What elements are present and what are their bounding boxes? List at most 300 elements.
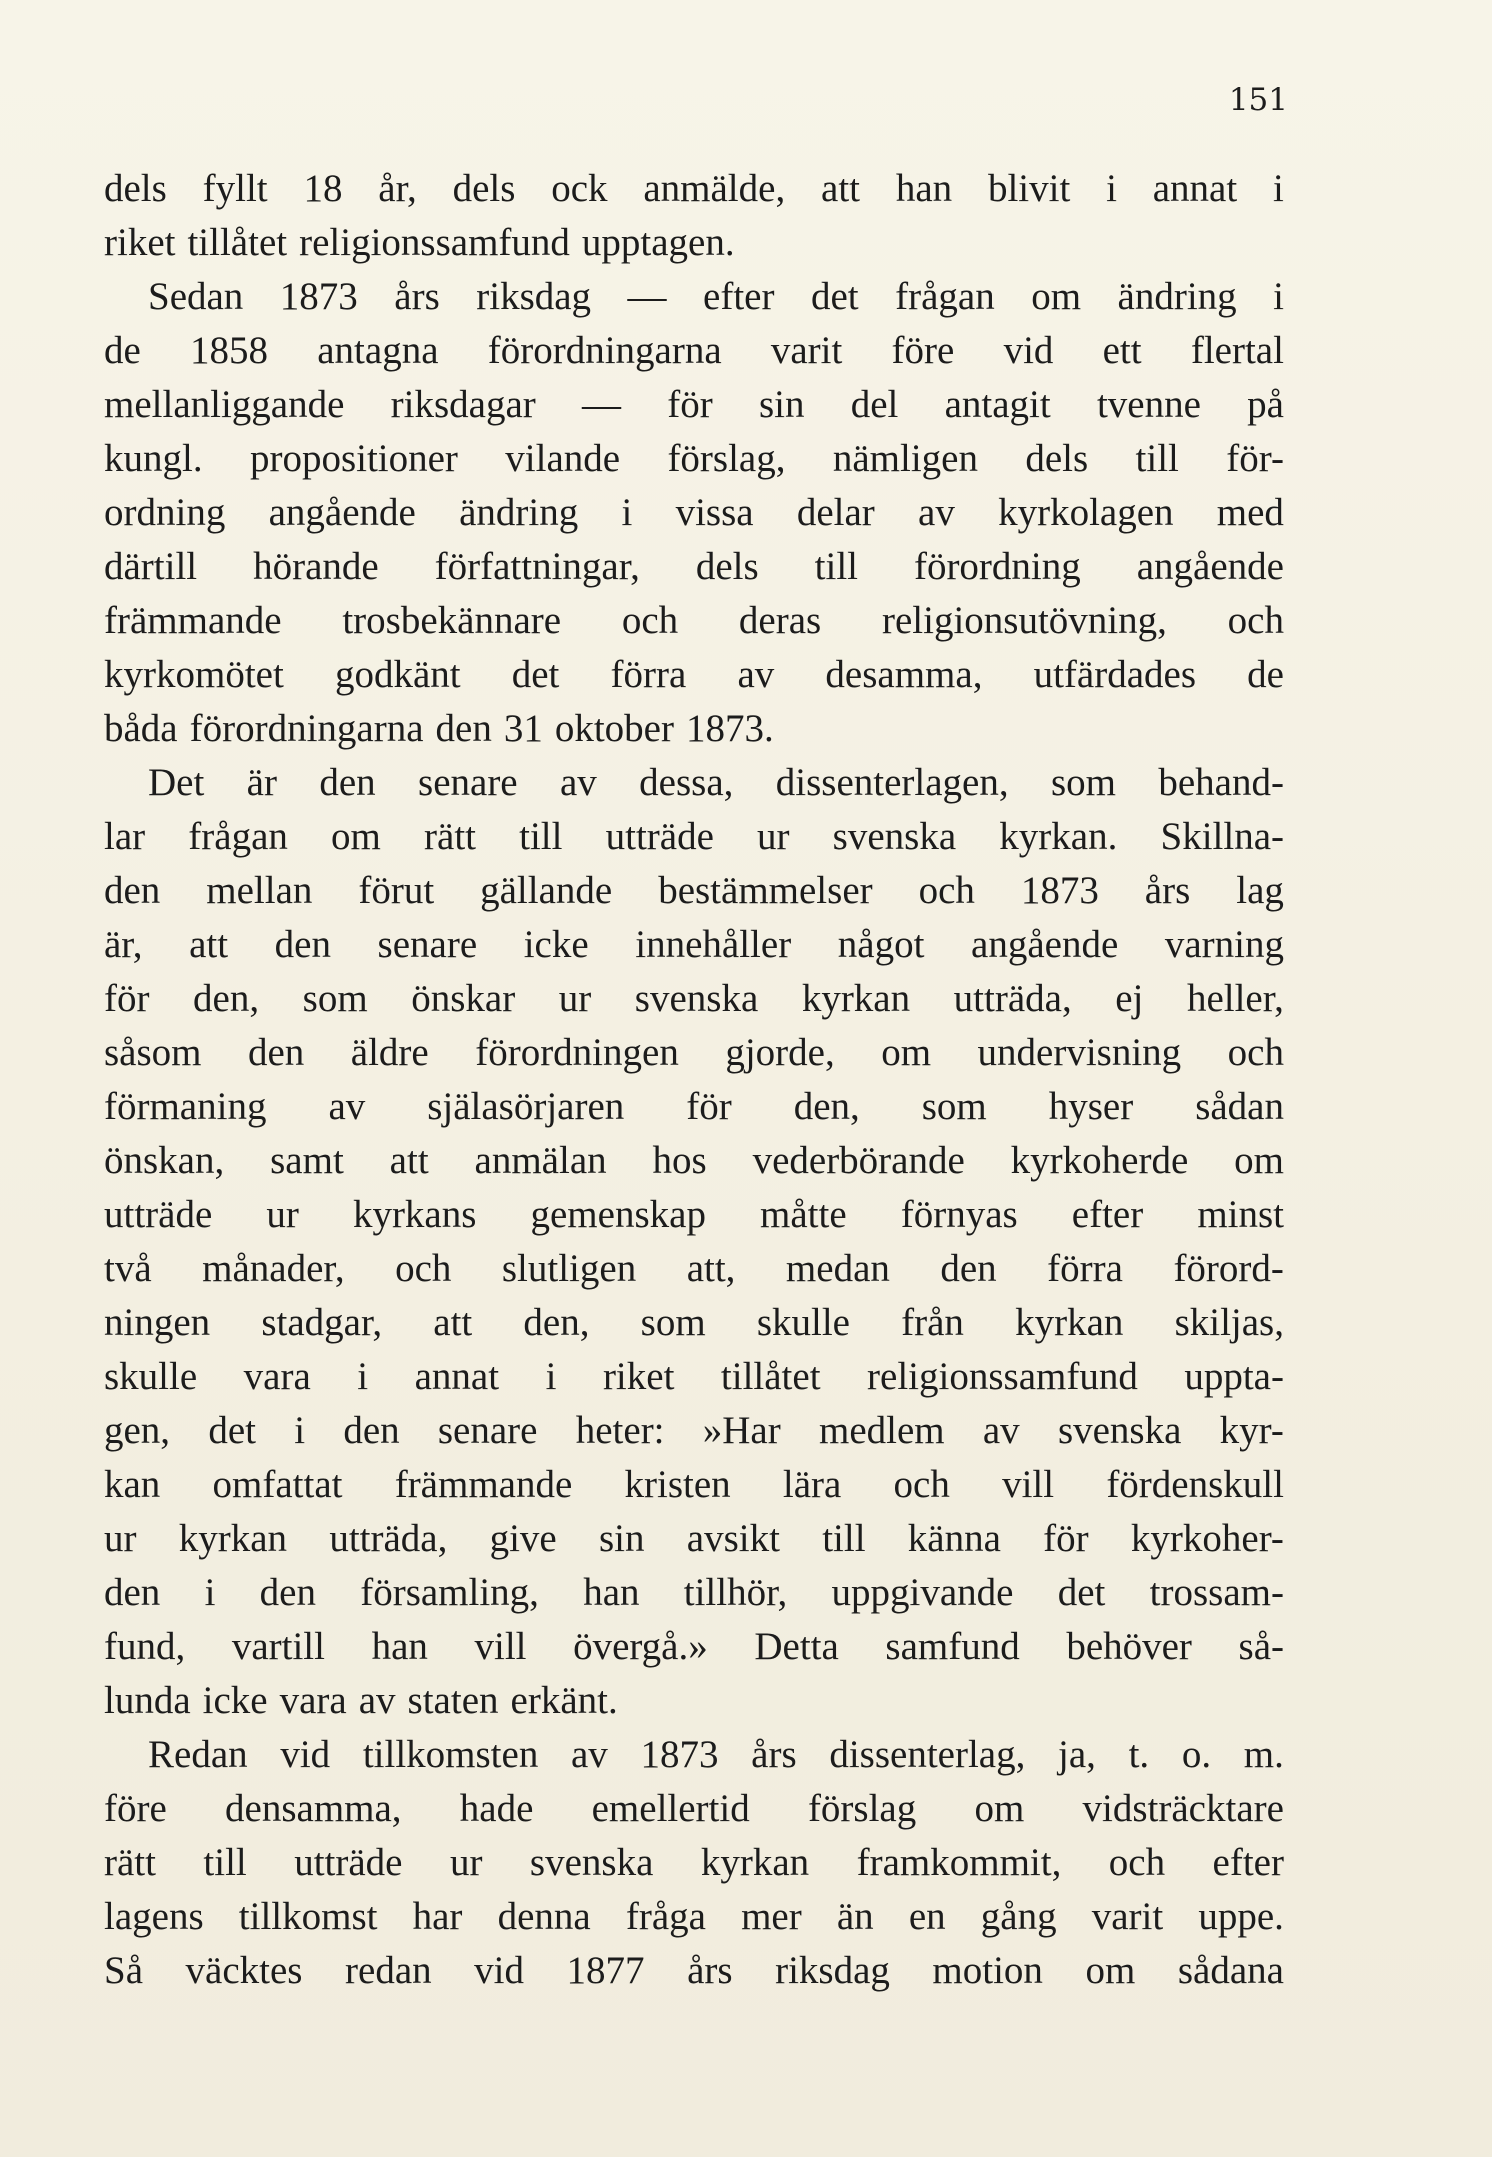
word: av bbox=[918, 491, 955, 534]
word: undervisning bbox=[977, 1031, 1182, 1074]
word: utträde bbox=[104, 1193, 213, 1236]
word: kyrkolagen bbox=[998, 491, 1174, 534]
word: om bbox=[1234, 1139, 1284, 1182]
word: och bbox=[1227, 599, 1284, 642]
word: vara bbox=[243, 1355, 311, 1398]
word: — bbox=[582, 383, 621, 426]
word: ningen bbox=[104, 1301, 211, 1344]
word: antagit bbox=[944, 383, 1051, 426]
word: desamma, bbox=[825, 653, 983, 696]
word: »Har bbox=[702, 1409, 781, 1452]
word: 18 bbox=[303, 167, 343, 210]
word: sin bbox=[758, 383, 805, 426]
word: ej bbox=[1115, 977, 1144, 1020]
word: Det bbox=[148, 761, 205, 804]
word: staten bbox=[407, 1679, 499, 1722]
word: senare bbox=[437, 1409, 538, 1452]
page-number: 151 bbox=[1228, 82, 1288, 118]
word: dissenterlagen, bbox=[775, 761, 1009, 804]
word: lunda bbox=[104, 1679, 191, 1722]
word: den bbox=[343, 1409, 400, 1452]
text-line bbox=[104, 1242, 1284, 1296]
word: att, bbox=[686, 1247, 736, 1290]
word: författningar, bbox=[434, 545, 640, 588]
word: tillåtet bbox=[720, 1355, 821, 1398]
word: slutligen bbox=[501, 1247, 637, 1290]
word: m. bbox=[1243, 1733, 1284, 1776]
word: att bbox=[189, 923, 229, 966]
word: som bbox=[302, 977, 368, 1020]
word: sin bbox=[599, 1517, 645, 1560]
word: riksdag bbox=[775, 1949, 890, 1992]
word: förra bbox=[610, 653, 687, 696]
word: hyser bbox=[1048, 1085, 1134, 1128]
word: anmälan bbox=[474, 1139, 607, 1182]
word: o. bbox=[1181, 1733, 1212, 1776]
word: därtill bbox=[104, 545, 198, 588]
text-line bbox=[104, 918, 1284, 972]
text-line bbox=[104, 1620, 1284, 1674]
word: frågan bbox=[188, 815, 288, 858]
word: tvenne bbox=[1096, 383, 1201, 426]
word: så- bbox=[1238, 1625, 1284, 1668]
word: uppta- bbox=[1184, 1355, 1284, 1398]
word: kyrkoherde bbox=[1010, 1139, 1189, 1182]
word: ändring bbox=[459, 491, 579, 534]
word: bestämmelser bbox=[658, 869, 873, 912]
word: dels bbox=[452, 167, 516, 210]
word: vill bbox=[1002, 1463, 1055, 1506]
word: heter: bbox=[575, 1409, 665, 1452]
text-line bbox=[104, 270, 1284, 324]
word: främmande bbox=[394, 1463, 573, 1506]
word: samt bbox=[270, 1139, 344, 1182]
word: den bbox=[319, 761, 376, 804]
word: gen, bbox=[104, 1409, 171, 1452]
word: av bbox=[737, 653, 775, 696]
word: ock bbox=[551, 167, 608, 210]
word: ja, bbox=[1058, 1733, 1096, 1776]
text-line bbox=[104, 1296, 1284, 1350]
word: hörande bbox=[253, 545, 379, 588]
word: för bbox=[1043, 1517, 1089, 1560]
word: ur bbox=[757, 815, 790, 858]
word: av bbox=[358, 1679, 396, 1722]
word: ur bbox=[558, 977, 592, 1020]
word: skulle bbox=[104, 1355, 198, 1398]
word: 1873 bbox=[1020, 869, 1099, 912]
word: med bbox=[1216, 491, 1284, 534]
word: som bbox=[921, 1085, 987, 1128]
word: måtte bbox=[760, 1193, 847, 1236]
text-line bbox=[104, 1944, 1284, 1998]
word: senare bbox=[418, 761, 518, 804]
word: mer bbox=[741, 1895, 802, 1938]
word: väcktes bbox=[185, 1949, 303, 1992]
word: som bbox=[1050, 761, 1116, 804]
word: de bbox=[1247, 653, 1284, 696]
text-line bbox=[104, 1188, 1284, 1242]
text-line bbox=[104, 1512, 1284, 1566]
word: i bbox=[294, 1409, 306, 1452]
word: det bbox=[208, 1409, 256, 1452]
word: ur bbox=[266, 1193, 299, 1236]
word: i bbox=[357, 1355, 369, 1398]
word: till bbox=[519, 815, 563, 858]
word: dessa, bbox=[639, 761, 734, 804]
word: års bbox=[1144, 869, 1191, 912]
word: medan bbox=[785, 1247, 890, 1290]
word: att bbox=[821, 167, 860, 210]
word: har bbox=[412, 1895, 463, 1938]
word: Sedan bbox=[148, 275, 244, 318]
text-line bbox=[104, 324, 1284, 378]
word: år, bbox=[378, 167, 417, 210]
word: sådana bbox=[1177, 1949, 1284, 1992]
word: 31 bbox=[503, 707, 543, 750]
word: förut bbox=[358, 869, 435, 912]
word: övergå.» bbox=[573, 1625, 708, 1668]
word: han bbox=[895, 167, 953, 210]
text-line bbox=[104, 216, 1284, 270]
word: det bbox=[1057, 1571, 1106, 1614]
word: dissenterlag, bbox=[829, 1733, 1026, 1776]
word: i bbox=[545, 1355, 557, 1398]
word: — bbox=[627, 275, 667, 318]
word: Redan bbox=[148, 1733, 248, 1776]
word: annat bbox=[1152, 167, 1238, 210]
word: upptagen. bbox=[581, 221, 735, 264]
word: 1873 bbox=[640, 1733, 719, 1776]
word: erkänt. bbox=[510, 1679, 618, 1722]
word: än bbox=[836, 1895, 874, 1938]
word: på bbox=[1247, 383, 1284, 426]
word: angående bbox=[971, 923, 1119, 966]
word: heller, bbox=[1186, 977, 1284, 1020]
word: icke bbox=[202, 1679, 268, 1722]
word: och bbox=[621, 599, 679, 642]
word: äldre bbox=[350, 1031, 429, 1074]
word: av bbox=[328, 1085, 366, 1128]
word: vara bbox=[279, 1679, 347, 1722]
word: något bbox=[837, 923, 925, 966]
word: t. bbox=[1128, 1733, 1150, 1776]
word: svenska bbox=[832, 815, 957, 858]
word: icke bbox=[523, 923, 589, 966]
word: och bbox=[918, 869, 975, 912]
word: gång bbox=[980, 1895, 1057, 1938]
word: främmande bbox=[104, 599, 282, 642]
word: önskan, bbox=[104, 1139, 225, 1182]
word: omfattat bbox=[212, 1463, 343, 1506]
word: församling, bbox=[360, 1571, 539, 1614]
word: riksdag bbox=[476, 275, 592, 318]
word: Skillna- bbox=[1160, 815, 1284, 858]
word: motion bbox=[932, 1949, 1043, 1992]
word: vissa bbox=[675, 491, 754, 534]
word: varit bbox=[770, 329, 843, 372]
text-line bbox=[104, 864, 1284, 918]
word: utfärdades bbox=[1033, 653, 1197, 696]
word: båda bbox=[104, 707, 178, 750]
word: förmaning bbox=[104, 1085, 267, 1128]
word: utträda, bbox=[953, 977, 1072, 1020]
word: förordningen bbox=[475, 1031, 679, 1074]
word: utträde bbox=[294, 1841, 403, 1884]
word: kyrkan. bbox=[999, 815, 1118, 858]
word: om bbox=[1031, 275, 1082, 318]
word: varit bbox=[1091, 1895, 1164, 1938]
word: flertal bbox=[1190, 329, 1284, 372]
word: det bbox=[511, 653, 560, 696]
word: sådan bbox=[1195, 1085, 1284, 1128]
word: såsom bbox=[104, 1031, 202, 1074]
word: medlem bbox=[818, 1409, 945, 1452]
text-line bbox=[104, 1836, 1284, 1890]
word: månader, bbox=[202, 1247, 345, 1290]
word: han bbox=[583, 1571, 640, 1614]
word: dels bbox=[104, 167, 167, 210]
word: lagens bbox=[104, 1895, 204, 1938]
word: 1873. bbox=[685, 707, 774, 750]
word: lag bbox=[1236, 869, 1284, 912]
word: nämligen bbox=[832, 437, 978, 480]
word: varning bbox=[1164, 923, 1284, 966]
word: trossam- bbox=[1149, 1571, 1284, 1614]
word: i bbox=[1273, 275, 1284, 318]
word: som bbox=[640, 1301, 706, 1344]
word: propositioner bbox=[249, 437, 458, 480]
word: från bbox=[901, 1301, 964, 1344]
text-line bbox=[104, 972, 1284, 1026]
word: ur bbox=[449, 1841, 483, 1884]
word: framkommit, bbox=[856, 1841, 1062, 1884]
word: förslag, bbox=[667, 437, 786, 480]
word: riket bbox=[602, 1355, 675, 1398]
word: före bbox=[104, 1787, 167, 1830]
word: förordningarna bbox=[189, 707, 424, 750]
word: uppe. bbox=[1198, 1895, 1284, 1938]
word: han bbox=[371, 1625, 428, 1668]
word: kyr- bbox=[1219, 1409, 1284, 1452]
word: för bbox=[667, 383, 713, 426]
word: den bbox=[104, 1571, 161, 1614]
word: kyrkomötet bbox=[104, 653, 284, 696]
word: vilande bbox=[505, 437, 621, 480]
word: vid bbox=[1003, 329, 1054, 372]
word: fråga bbox=[625, 1895, 706, 1938]
word: blivit bbox=[987, 167, 1071, 210]
word: den bbox=[104, 869, 161, 912]
word: behöver bbox=[1066, 1625, 1192, 1668]
text-line bbox=[104, 162, 1284, 216]
word: av bbox=[982, 1409, 1020, 1452]
text-line bbox=[104, 594, 1284, 648]
word: att bbox=[433, 1301, 473, 1344]
text-line bbox=[104, 432, 1284, 486]
word: deras bbox=[738, 599, 822, 642]
word: frågan bbox=[895, 275, 995, 318]
word: till bbox=[822, 1517, 866, 1560]
word: vid bbox=[280, 1733, 331, 1776]
text-line bbox=[104, 702, 1284, 756]
text-line bbox=[104, 540, 1284, 594]
word: förra bbox=[1047, 1247, 1123, 1290]
word: själasörjaren bbox=[427, 1085, 625, 1128]
word: innehåller bbox=[635, 923, 792, 966]
word: förslag bbox=[807, 1787, 917, 1830]
word: kan bbox=[104, 1463, 161, 1506]
word: i bbox=[621, 491, 633, 534]
text-line bbox=[104, 1350, 1284, 1404]
word: till bbox=[1135, 437, 1179, 480]
word: ändring bbox=[1117, 275, 1237, 318]
word: svenska bbox=[529, 1841, 654, 1884]
word: religionssamfund bbox=[299, 221, 570, 264]
text-line bbox=[104, 1026, 1284, 1080]
text-line bbox=[104, 1566, 1284, 1620]
word: religionsutövning, bbox=[881, 599, 1167, 642]
word: antagna bbox=[317, 329, 439, 372]
body-text bbox=[104, 162, 1284, 1998]
word: den bbox=[940, 1247, 997, 1290]
word: förordning bbox=[913, 545, 1081, 588]
word: i bbox=[1273, 167, 1284, 210]
word: fyllt bbox=[202, 167, 268, 210]
word: för- bbox=[1226, 437, 1284, 480]
word: anmälde, bbox=[643, 167, 786, 210]
word: religionssamfund bbox=[867, 1355, 1138, 1398]
word: 1873 bbox=[279, 275, 358, 318]
word: mellanliggande bbox=[104, 383, 345, 426]
word: 1877 bbox=[566, 1949, 645, 1992]
word: efter bbox=[1071, 1193, 1144, 1236]
word: utträde bbox=[605, 815, 714, 858]
word: kungl. bbox=[104, 437, 203, 480]
word: vill bbox=[474, 1625, 527, 1668]
word: och bbox=[1227, 1031, 1284, 1074]
word: kyrkan bbox=[1015, 1301, 1124, 1344]
word: behand- bbox=[1158, 761, 1284, 804]
word: kyrkans bbox=[352, 1193, 477, 1236]
word: efter bbox=[1212, 1841, 1284, 1884]
word: Detta bbox=[754, 1625, 839, 1668]
text-line bbox=[104, 1134, 1284, 1188]
word: godkänt bbox=[334, 653, 461, 696]
word: densamma, bbox=[225, 1787, 402, 1830]
word: och bbox=[395, 1247, 452, 1290]
word: års bbox=[687, 1949, 733, 1992]
word: minst bbox=[1197, 1193, 1284, 1236]
word: tillåtet bbox=[187, 221, 288, 264]
text-line bbox=[104, 486, 1284, 540]
text-line bbox=[104, 648, 1284, 702]
word: fördenskull bbox=[1106, 1463, 1284, 1506]
text-line bbox=[104, 1728, 1284, 1782]
word: uppgivande bbox=[831, 1571, 1014, 1614]
word: kyrkan bbox=[700, 1841, 810, 1884]
word: lar bbox=[104, 815, 146, 858]
word: om bbox=[331, 815, 381, 858]
word: om bbox=[881, 1031, 932, 1074]
word: i bbox=[1106, 167, 1117, 210]
word: 1858 bbox=[190, 329, 269, 372]
word: del bbox=[850, 383, 899, 426]
word: skulle bbox=[756, 1301, 850, 1344]
word: en bbox=[908, 1895, 946, 1938]
word: vidsträcktare bbox=[1082, 1787, 1284, 1830]
word: stadgar, bbox=[261, 1301, 383, 1344]
word: års bbox=[394, 275, 440, 318]
word: vederbörande bbox=[752, 1139, 965, 1182]
word: den bbox=[435, 707, 492, 750]
word: rätt bbox=[104, 1841, 156, 1884]
word: angående bbox=[268, 491, 416, 534]
word: känna bbox=[907, 1517, 1001, 1560]
word: förordningarna bbox=[487, 329, 722, 372]
word: efter bbox=[703, 275, 775, 318]
word: det bbox=[810, 275, 859, 318]
word: kyrkoher- bbox=[1130, 1517, 1284, 1560]
word: för bbox=[104, 977, 150, 1020]
word: års bbox=[751, 1733, 797, 1776]
word: svenska bbox=[1057, 1409, 1182, 1452]
word: senare bbox=[377, 923, 478, 966]
word: fund, bbox=[104, 1625, 186, 1668]
word: denna bbox=[497, 1895, 591, 1938]
word: mellan bbox=[206, 869, 313, 912]
word: hos bbox=[652, 1139, 707, 1182]
text-line bbox=[104, 1674, 1284, 1728]
word: kyrkan bbox=[801, 977, 911, 1020]
word: hade bbox=[459, 1787, 534, 1830]
word: annat bbox=[414, 1355, 500, 1398]
word: förord- bbox=[1173, 1247, 1284, 1290]
word: om bbox=[974, 1787, 1025, 1830]
word: av bbox=[559, 761, 597, 804]
word: Så bbox=[104, 1949, 143, 1992]
text-line bbox=[104, 378, 1284, 432]
word: samfund bbox=[885, 1625, 1020, 1668]
word: tillkomsten bbox=[362, 1733, 539, 1776]
word: ur bbox=[104, 1517, 137, 1560]
word: utträda, bbox=[329, 1517, 448, 1560]
word: trosbekännare bbox=[342, 599, 562, 642]
word: tillhör, bbox=[683, 1571, 788, 1614]
text-line bbox=[104, 810, 1284, 864]
text-line bbox=[104, 1458, 1284, 1512]
word: emellertid bbox=[591, 1787, 750, 1830]
word: den, bbox=[193, 977, 260, 1020]
word: önskar bbox=[411, 977, 516, 1020]
word: lära bbox=[782, 1463, 842, 1506]
word: i bbox=[204, 1571, 216, 1614]
word: den bbox=[274, 923, 331, 966]
word: den, bbox=[793, 1085, 860, 1128]
word: den, bbox=[523, 1301, 590, 1344]
word: redan bbox=[345, 1949, 432, 1992]
word: tillkomst bbox=[238, 1895, 378, 1938]
text-line bbox=[104, 756, 1284, 810]
word: före bbox=[891, 329, 955, 372]
word: den bbox=[247, 1031, 305, 1074]
word: två bbox=[104, 1247, 152, 1290]
word: kyrkan bbox=[178, 1517, 288, 1560]
text-line bbox=[104, 1080, 1284, 1134]
word: förnyas bbox=[900, 1193, 1018, 1236]
word: av bbox=[571, 1733, 608, 1776]
word: kristen bbox=[624, 1463, 731, 1506]
